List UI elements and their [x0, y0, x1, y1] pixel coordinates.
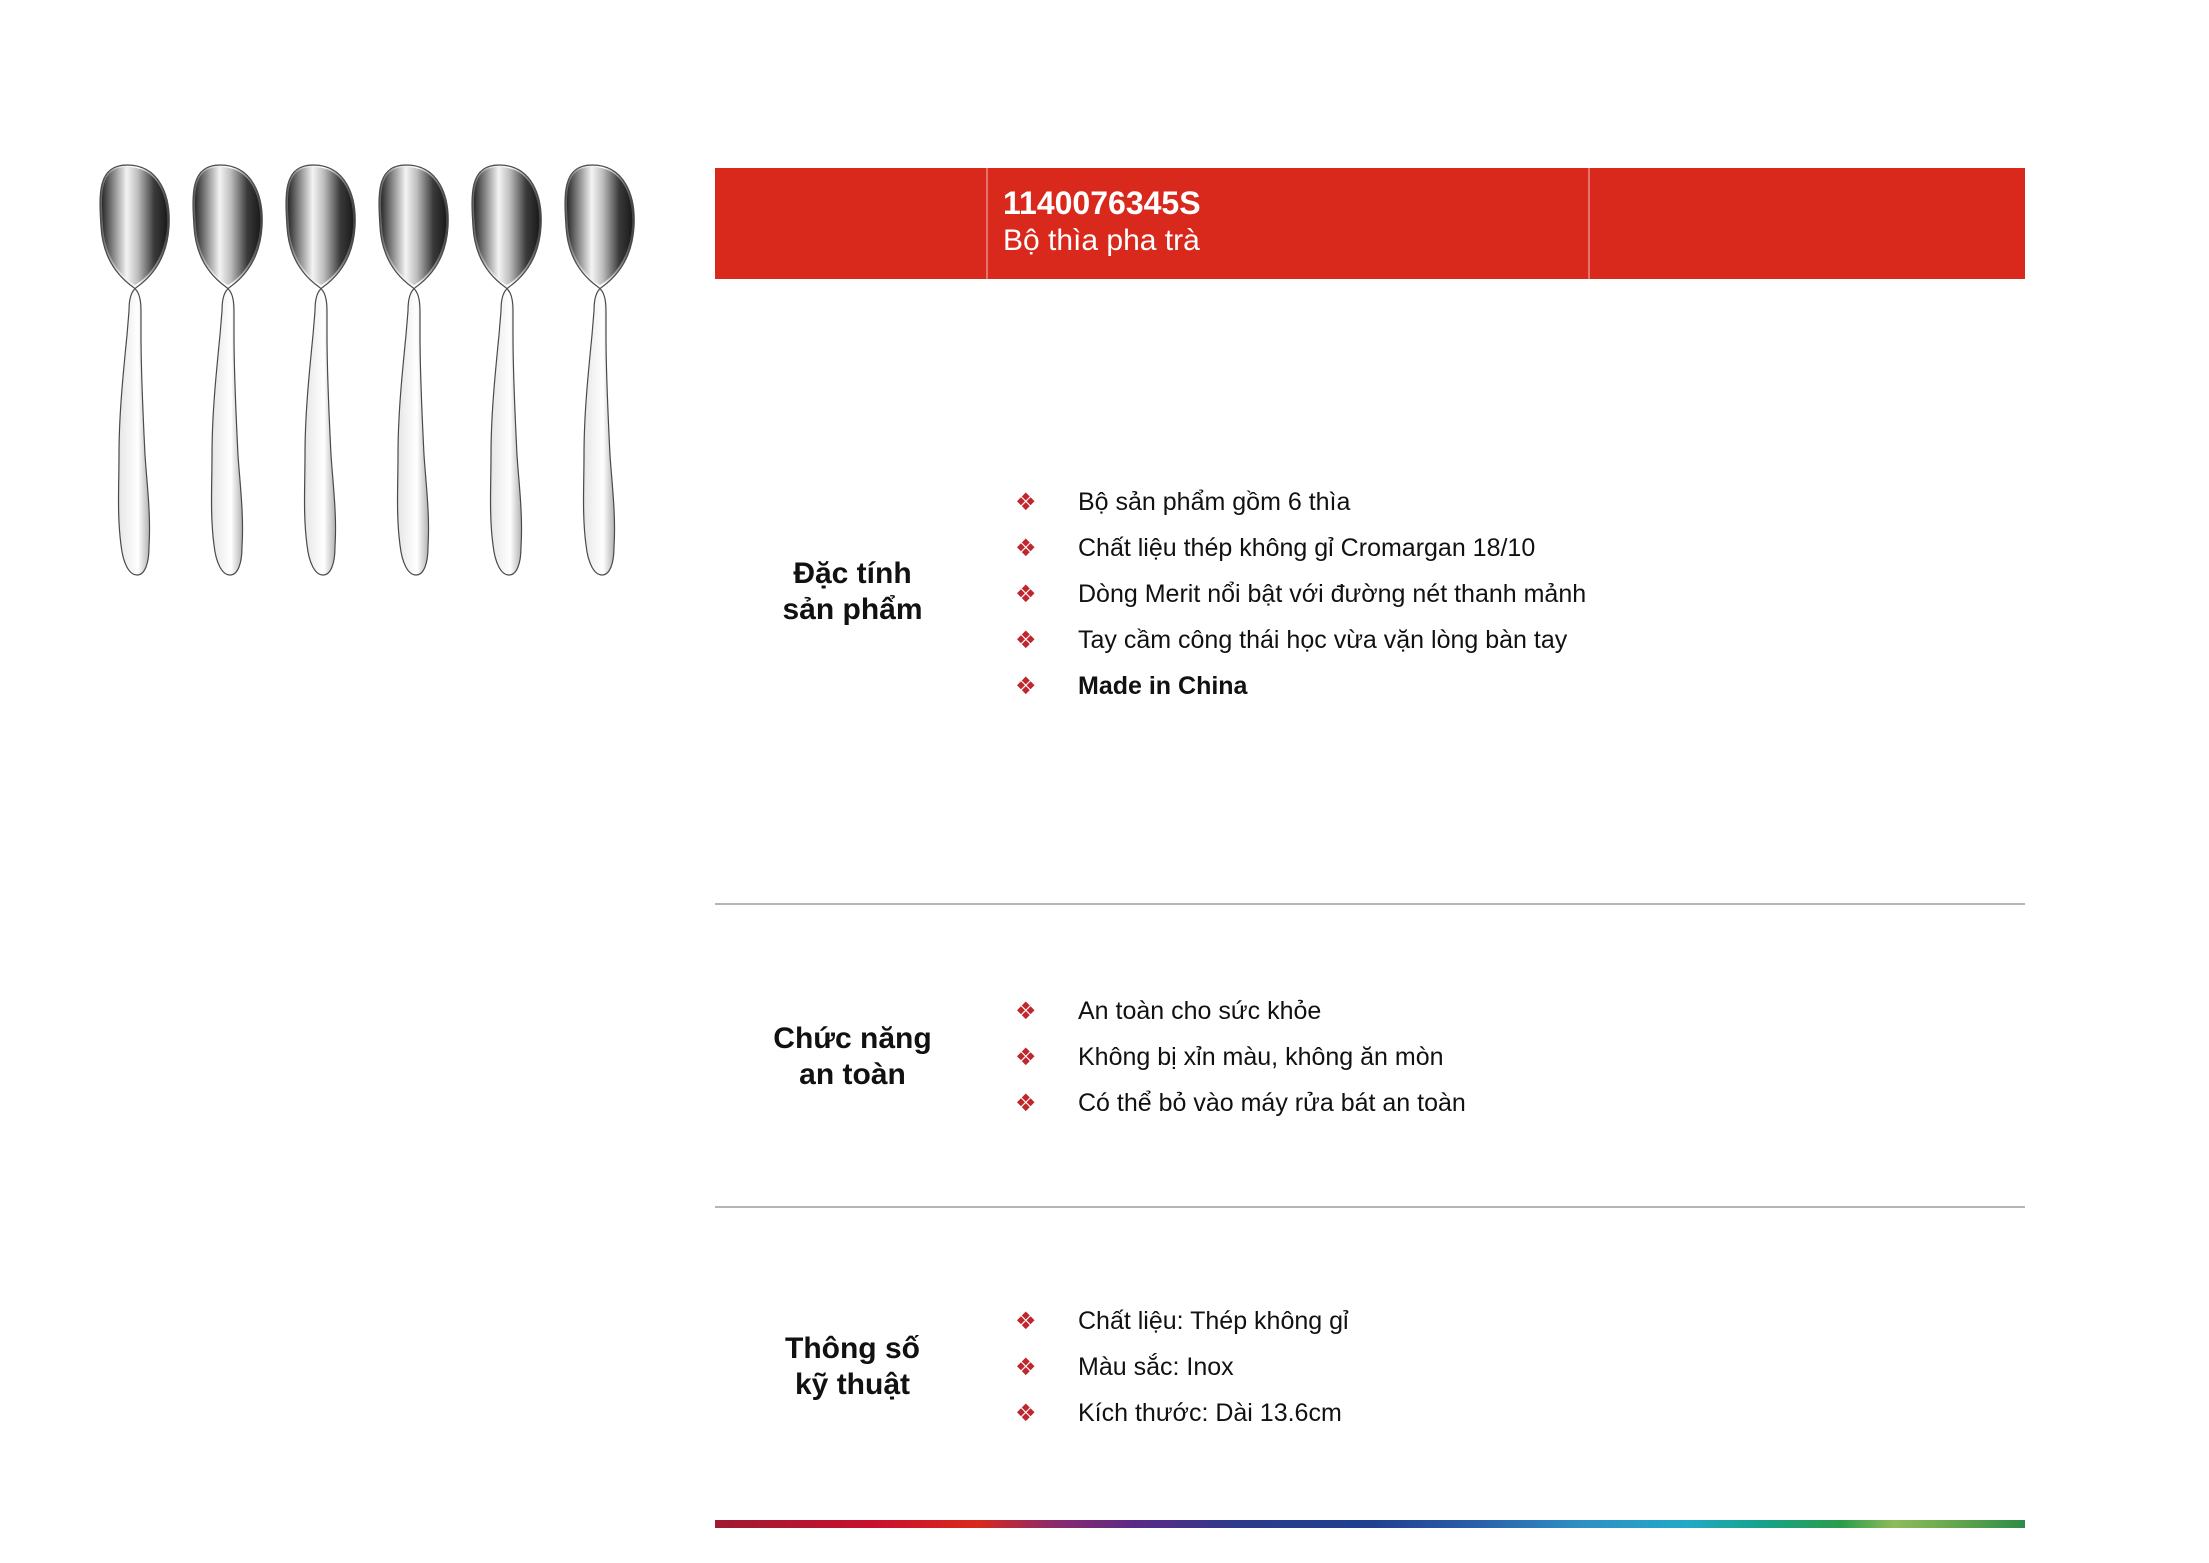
- diamond-bullet-icon: ❖: [1015, 488, 1037, 516]
- section-label-line: kỹ thuật: [794, 1368, 911, 1401]
- spoon-icon: [193, 165, 262, 575]
- diamond-bullet-icon: ❖: [1015, 1353, 1037, 1381]
- product-name: Bộ thìa pha trà: [1003, 224, 1200, 257]
- list-item-text: Dòng Merit nổi bật với đường nét thanh mảnh: [1078, 580, 1587, 608]
- list-item-text: Kích thước: Dài 13.6cm: [1078, 1399, 1342, 1427]
- diamond-bullet-icon: ❖: [1015, 997, 1037, 1025]
- list-item-text: Bộ sản phẩm gồm 6 thìa: [1078, 488, 1351, 516]
- spoon-icon: [379, 165, 448, 575]
- product-image: [80, 160, 660, 600]
- diamond-bullet-icon: ❖: [1015, 580, 1037, 608]
- section-label-features: [730, 556, 975, 628]
- diamond-bullet-icon: ❖: [1015, 534, 1037, 562]
- list-item: [1015, 571, 1586, 617]
- spoon-icon: [472, 165, 541, 575]
- section-label-line: Đặc tính: [793, 557, 912, 590]
- spoon-icon: [286, 165, 355, 575]
- header-divider: [1588, 168, 1590, 279]
- list-item: [1015, 617, 1586, 663]
- features-list: [1015, 479, 1586, 709]
- teaspoon-set-icon: [80, 160, 660, 600]
- product-header: [715, 168, 2025, 279]
- section-label-line: sản phẩm: [782, 593, 923, 626]
- list-item-text: Made in China: [1078, 672, 1248, 700]
- list-item: [1015, 479, 1586, 525]
- spoon-icon: [565, 165, 634, 575]
- specs-list: [1015, 1298, 1349, 1436]
- section-separator: [715, 903, 2025, 905]
- diamond-bullet-icon: ❖: [1015, 672, 1037, 700]
- diamond-bullet-icon: ❖: [1015, 1089, 1037, 1117]
- section-separator: [715, 1206, 2025, 1208]
- list-item: [1015, 1080, 1466, 1126]
- list-item-text: Có thể bỏ vào máy rửa bát an toàn: [1078, 1089, 1466, 1117]
- diamond-bullet-icon: ❖: [1015, 1399, 1037, 1427]
- list-item-text: Không bị xỉn màu, không ăn mòn: [1078, 1043, 1444, 1071]
- list-item-text: Màu sắc: Inox: [1078, 1353, 1234, 1381]
- list-item-text: An toàn cho sức khỏe: [1078, 997, 1322, 1025]
- section-label-line: an toàn: [799, 1058, 906, 1091]
- spoon-icon: [100, 165, 169, 575]
- list-item: [1015, 663, 1586, 709]
- list-item-text: Tay cầm công thái học vừa vặn lòng bàn tay: [1078, 626, 1568, 654]
- section-label-safety: [730, 1021, 975, 1093]
- list-item: [1015, 1034, 1466, 1080]
- diamond-bullet-icon: ❖: [1015, 626, 1037, 654]
- product-code: 1140076345S: [1003, 185, 1201, 221]
- list-item: [1015, 988, 1466, 1034]
- list-item-text: Chất liệu thép không gỉ Cromargan 18/10: [1078, 534, 1536, 562]
- safety-list: [1015, 988, 1466, 1126]
- list-item-text: Chất liệu: Thép không gỉ: [1078, 1307, 1349, 1335]
- list-item: [1015, 1344, 1349, 1390]
- brand-color-bar: [715, 1520, 2025, 1528]
- section-label-line: Chức năng: [773, 1022, 932, 1055]
- diamond-bullet-icon: ❖: [1015, 1043, 1037, 1071]
- list-item: [1015, 1390, 1349, 1436]
- list-item: [1015, 525, 1586, 571]
- diamond-bullet-icon: ❖: [1015, 1307, 1037, 1335]
- section-label-specs: [730, 1331, 975, 1403]
- header-divider: [986, 168, 988, 279]
- list-item: [1015, 1298, 1349, 1344]
- section-label-line: Thông số: [785, 1332, 920, 1365]
